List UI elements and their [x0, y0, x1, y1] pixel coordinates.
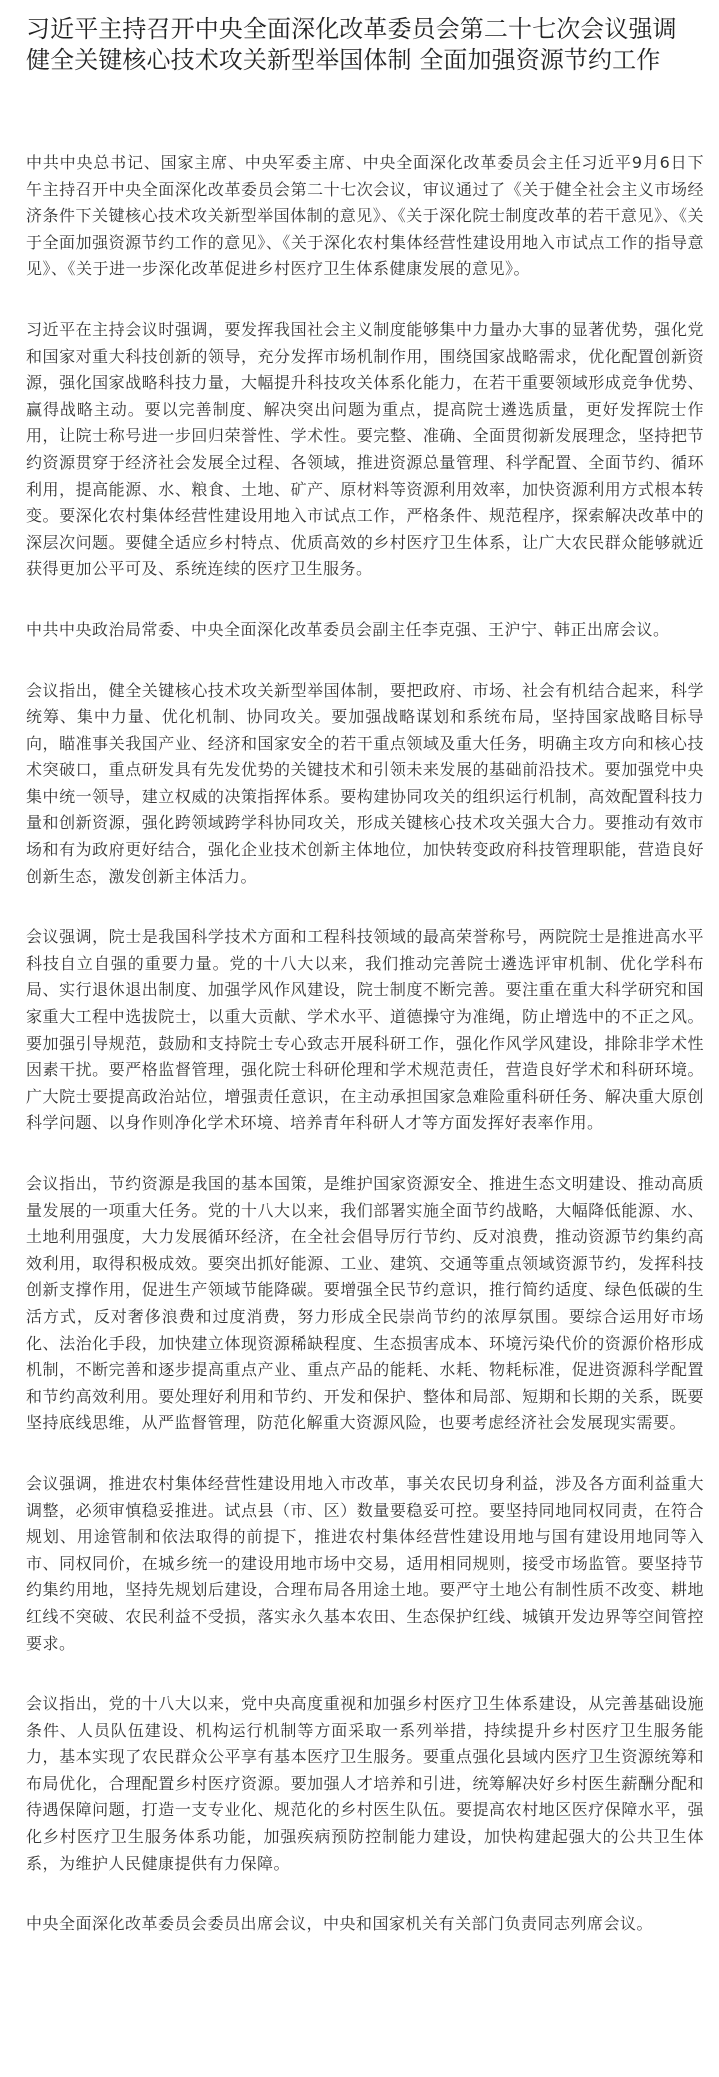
article-paragraph: 会议强调，推进农村集体经营性建设用地入市改革，事关农民切身利益，涉及各方面利益重大调整，必须审慎稳妥推进。试点县（市、区）数量要稳妥可控。要坚持同地同权同责，在符合规划、用途管制和依法取得的前提下，推进农村集体经营性建设用地与国有建设用地同等入市、同权同价，在城乡统一的建设用地市场中交易，适用相同规则，接受市场监管。要坚持节约集约用地，坚持先规划后建设，合理布局各用途土地。要严守土地公有制性质不改变、耕地红线不突破、农民利益不受损，落实永久基本农田、生态保护红线、城镇开发边界等空间管控要求。 — [26, 1473, 704, 1653]
article-paragraph: 会议强调，院士是我国科学技术方面和工程科技领域的最高荣誉称号，两院院士是推进高水平科技自立自强的重要力量。党的十八大以来，我们推动完善院士遴选评审机制、优化学科布局、实行退休退出制度、加强学风作风建设，院士制度不断完善。要注重在重大科学研究和国家重大工程中选拔院士，以重大贡献、学术水平、道德操守为准绳，防止增选中的不正之风。要加强引导规范，鼓励和支持院士专心致志开展科研工作，强化作风学风建设，排除非学术性因素干扰。要严格监督管理，强化院士科研伦理和学术规范责任，营造良好学术和科研环境。广大院士要提高政治站位，增强责任意识，在主动承担国家急难险重科研任务、解决重大原创科学问题、以身作则净化学术环境、培养青年科研人才等方面发挥好表率作用。 — [26, 927, 704, 1133]
article-paragraph: 习近平在主持会议时强调，要发挥我国社会主义制度能够集中力量办大事的显著优势，强化党和国家对重大科技创新的领导，充分发挥市场机制作用，围绕国家战略需求，优化配置创新资源，强化国家战略科技力量，大幅提升科技攻关体系化能力，在若干重要领域形成竞争优势、赢得战略主动。要以完善制度、解决突出问题为重点，提高院士遴选质量，更好发挥院士作用，让院士称号进一步回归荣誉性、学术性。要完整、准确、全面贯彻新发展理念，坚持把节约资源贯穿于经济社会发展全过程、各领域，推进资源总量管理、科学配置、全面节约、循环利用，提高能源、水、粮食、土地、矿产、原材料等资源利用效率，加快资源利用方式根本转变。要深化农村集体经营性建设用地入市试点工作，严格条件、规范程序，探索解决改革中的深层次问题。要健全适应乡村特点、优质高效的乡村医疗卫生体系，让广大农民群众能够就近获得更加公平可及、系统连续的医疗卫生服务。 — [26, 319, 704, 579]
article-paragraph: 中央全面深化改革委员会委员出席会议，中央和国家机关有关部门负责同志列席会议。 — [26, 1914, 654, 1934]
article-paragraph: 会议指出，党的十八大以来，党中央高度重视和加强乡村医疗卫生体系建设，从完善基础设施条件、人员队伍建设、机构运行机制等方面采取一系列举措，持续提升乡村医疗卫生服务能力，基本实现了农民群众公平享有基本医疗卫生服务。要重点强化县域内医疗卫生资源统筹和布局优化，合理配置乡村医疗资源。要加强人才培养和引进，统筹解决好乡村医生薪酬分配和待遇保障问题，打造一支专业化、规范化的乡村医生队伍。要提高农村地区医疗保障水平，强化乡村医疗卫生服务体系功能，加强疾病预防控制能力建设，加快构建起强大的公共卫生体系，为维护人民健康提供有力保障。 — [26, 1694, 704, 1873]
article-paragraph: 会议指出，健全关键核心技术攻关新型举国体制，要把政府、市场、社会有机结合起来，科学统筹、集中力量、优化机制、协同攻关。要加强战略谋划和系统布局，坚持国家战略目标导向，瞄准事关我国产业、经济和国家安全的若干重点领域及重大任务，明确主攻方向和核心技术突破口，重点研发具有先发优势的关键技术和引领未来发展的基础前沿技术。要加强党中央集中统一领导，建立权威的决策指挥体系。要构建协同攻关的组织运行机制，高效配置科技力量和创新资源，强化跨领域跨学科协同攻关，形成关键核心技术攻关强大合力。要推动有效市场和有为政府更好结合，强化企业技术创新主体地位，加快转变政府科技管理职能，营造良好创新生态，激发创新主体活力。 — [26, 680, 704, 886]
article-title: 习近平主持召开中央全面深化改革委员会第二十七次会议强调 健全关键核心技术攻关新型举国体制 全面加强资源节约工作 — [26, 15, 677, 74]
article-paragraph: 中共中央总书记、国家主席、中央军委主席、中央全面深化改革委员会主任习近平9月6日下午主持召开中央全面深化改革委员会第二十七次会议，审议通过了《关于健全社会主义市场经济条件下关键核心技术攻关新型举国体制的意见》、《关于深化院士制度改革的若干意见》、《关于全面加强资源节约工作的意见》、《关于深化农村集体经营性建设用地入市试点工作的指导意见》、《关于进一步深化改革促进乡村医疗卫生体系健康发展的意见》。 — [26, 153, 704, 279]
article-paragraph: 会议指出，节约资源是我国的基本国策，是维护国家资源安全、推进生态文明建设、推动高质量发展的一项重大任务。党的十八大以来，我们部署实施全面节约战略，大幅降低能源、水、土地利用强度，大力发展循环经济，在全社会倡导厉行节约、反对浪费，推动资源节约集约高效利用，取得积极成效。要突出抓好能源、工业、建筑、交通等重点领域资源节约，发挥科技创新支撑作用，促进生产领域节能降碳。要增强全民节约意识，推行简约适度、绿色低碳的生活方式，反对奢侈浪费和过度消费，努力形成全民崇尚节约的浓厚氛围。要综合运用好市场化、法治化手段，加快建立体现资源稀缺程度、生态损害成本、环境污染代价的资源价格形成机制，不断完善和逐步提高重点产业、重点产品的能耗、水耗、物耗标准，促进资源科学配置和节约高效利用。要处理好利用和节约、开发和保护、整体和局部、短期和长期的关系，既要坚持底线思维，从严监督管理，防范化解重大资源风险，也要考虑经济社会发展现实需要。 — [26, 1174, 704, 1433]
title-spacer — [26, 76, 704, 150]
article-paragraph: 中共中央政治局常委、中央全面深化改革委员会副主任李克强、王沪宁、韩正出席会议。 — [26, 619, 670, 639]
